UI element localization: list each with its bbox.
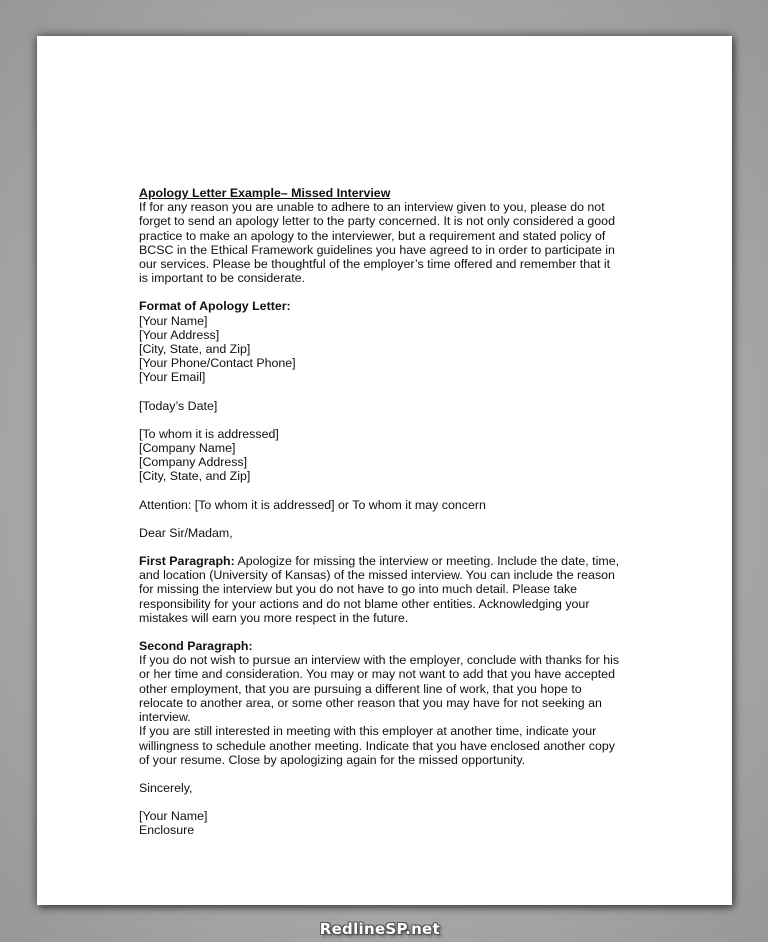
intro-line: is important to be considerate.	[139, 271, 305, 286]
recipient-line: [Company Address]	[139, 455, 248, 470]
signature-line: Enclosure	[139, 823, 195, 838]
document-page	[37, 36, 732, 905]
watermark: RedlineSP.net	[319, 920, 440, 938]
salutation: Dear Sir/Madam,	[139, 525, 233, 540]
first-paragraph-line: and location (University of Kansas) of the missed interview. You can include the reason	[139, 568, 615, 583]
first-paragraph-line: mistakes will earn you more respect in the future.	[139, 610, 409, 625]
sender-line: [Your Address]	[139, 327, 220, 342]
recipient-line: [Company Name]	[139, 441, 236, 456]
second-paragraph-line: or her time and consideration. You may or may not want to add that you have accepted	[139, 667, 615, 682]
closing: Sincerely,	[139, 780, 193, 795]
first-paragraph-text: Apologize for missing the interview or meeting. Include the date, time,	[234, 554, 620, 569]
first-paragraph-line: for missing the interview but you do not have to go into much detail. Please take	[139, 582, 578, 597]
format-heading: Format of Apology Letter:	[139, 299, 291, 314]
second-paragraph-line: relocate to another area, or some other reason that you may have for not seeking an	[139, 695, 602, 710]
sender-line: [Your Email]	[139, 370, 206, 385]
recipient-line: [To whom it is addressed]	[139, 426, 279, 441]
second-paragraph-label: Second Paragraph:	[139, 639, 253, 654]
intro-line: BCSC in the Ethical Framework guidelines you have agreed to in order to participate in	[139, 242, 615, 257]
sender-line: [Your Name]	[139, 313, 208, 328]
letter-title: Apology Letter Example– Missed Interview	[139, 186, 391, 200]
second-paragraph-line: If you do not wish to pursue an interview with the employer, conclude with thanks for his	[139, 653, 620, 668]
letter-body	[139, 186, 639, 838]
signature-line: [Your Name]	[139, 809, 208, 824]
attention-line: Attention: [To whom it is addressed] or To whom it may concern	[139, 497, 486, 512]
second-paragraph-line: If you are still interested in meeting with this employer at another time, indicate your	[139, 724, 597, 739]
first-paragraph-label: First Paragraph:	[139, 554, 235, 569]
intro-line: practice to make an apology to the interviewer, but a requirement and stated policy of	[139, 228, 606, 243]
sender-line: [City, State, and Zip]	[139, 342, 251, 357]
first-paragraph-line: responsibility for your actions and do not blame other entities. Acknowledging your	[139, 596, 590, 611]
date-line: [Today’s Date]	[139, 398, 218, 413]
intro-line: If for any reason you are unable to adhere to an interview given to you, please do not	[139, 200, 605, 215]
second-paragraph-line: other employment, that you are pursuing a different line of work, that you hope to	[139, 681, 582, 696]
intro-line: forget to send an apology letter to the party concerned. It is not only considered a good	[139, 214, 615, 229]
first-paragraph-line	[139, 554, 639, 568]
intro-line: our services. Please be thoughtful of the employer’s time offered and remember that it	[139, 257, 611, 272]
second-paragraph-line: interview.	[139, 710, 191, 725]
second-paragraph-line: of your resume. Close by apologizing again for the missed opportunity.	[139, 752, 526, 767]
second-paragraph-line: willingness to schedule another meeting. Indicate that you have enclosed another copy	[139, 738, 615, 753]
recipient-line: [City, State, and Zip]	[139, 469, 251, 484]
sender-line: [Your Phone/Contact Phone]	[139, 356, 296, 371]
